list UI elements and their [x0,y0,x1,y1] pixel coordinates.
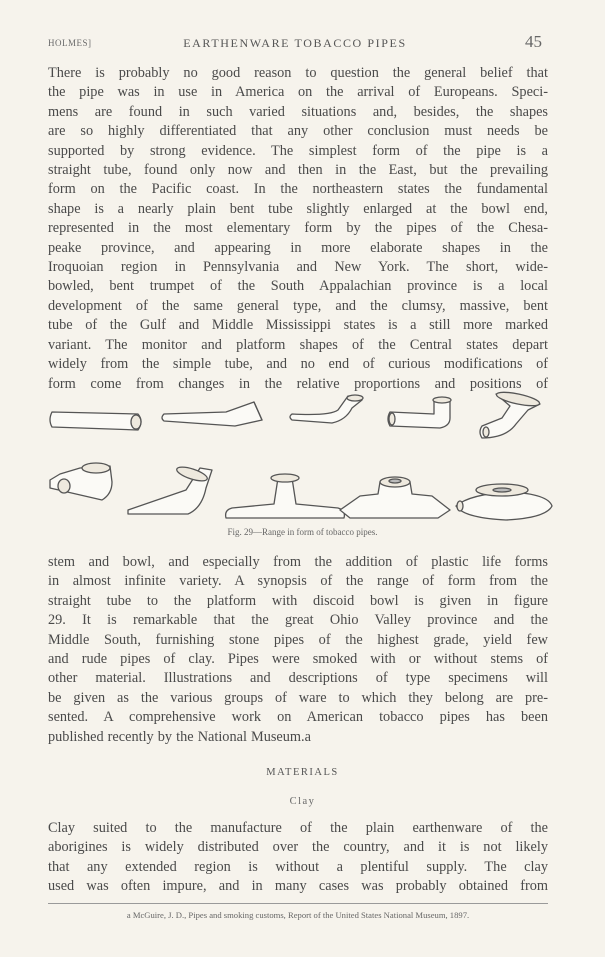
text-line: and rude pipes of clay. Pipes were smoked with or without stems of [48,651,548,668]
paragraph-2 [48,553,548,747]
text-line: shape is a nearly plain bent tube slightly enlarged at the bowl end, [48,200,548,217]
text-line: 29. It is remarkable that the great Ohio Valley province and the [48,612,548,629]
section-heading: MATERIALS [266,767,339,778]
running-header [48,34,542,54]
footnote-divider [48,903,548,904]
paragraph-3 [48,819,548,897]
text-line: straight tube, found only now and then in the East, but the prevailing [48,162,548,179]
text-line: mens are found in such varied situations and, besides, the shapes [48,103,548,120]
text-line: other material. Illustrations and descriptions of type specimens will [48,670,548,687]
text-line: supported by strong evidence. The simplest form of the pipe is a [48,142,548,159]
text-line: form come from changes in the relative proportions and positions of [48,375,548,392]
text-line: peake province, and appearing in more elaborate shapes in the [48,239,548,256]
page-number: 45 [525,32,542,51]
text-line: stem and bowl, and especially from the addition of plastic life forms [48,554,548,570]
text-line: variant. The monitor and platform shapes of the Central states depart [48,336,548,353]
platform-pipe-illustration [340,477,450,518]
text-line: There is probably no good reason to question the general belief that [48,65,548,81]
text-line: straight tube to the platform with discoid bowl is given in figure [48,592,548,609]
right-angle-pipe-illustration [388,397,451,428]
text-line: the pipe was in use in America on the arrival of Europeans. Speci- [48,84,548,101]
footnote: a McGuire, J. D., Pipes and smoking customs, Report of the United States National Museum, 1897. [126,910,470,920]
author-running-head: HOLMES] [48,38,92,48]
text-line: development of the same general type, and the clumsy, massive, bent [48,297,548,314]
elbow-pipe-illustration [290,395,363,423]
text-line: are so highly differentiated that any other conclusion must needs be [48,123,548,140]
text-line: Iroquoian region in Pennsylvania and New York. The short, wide- [48,259,548,276]
discoid-platform-pipe-illustration [456,484,552,520]
text-line: widely from the simple tube, and no end of curious modifications of [48,356,548,373]
bent-tube-pipe-illustration [162,402,262,426]
text-line: tube of the Gulf and Middle Mississippi states is a still more marked [48,317,548,334]
figure-29 [40,390,565,537]
text-line: be given as the various groups of ware to which they belong are pre- [48,689,548,706]
text-line: bowled, bent trumpet of the South Appalachian province is a local [48,278,548,295]
monitor-pipe-illustration [226,474,345,518]
text-line: that any extended region is without a plentiful supply. The clay [48,858,548,875]
text-line: represented in the most elementary form by the pipes of the Chesa- [48,220,548,237]
paragraph-1 [48,64,548,394]
massive-bent-pipe-illustration [50,463,112,500]
text-line: Middle South, furnishing stone pipes of the highest grade, yield few [48,631,548,648]
long-stem-trumpet-pipe-illustration [128,464,212,514]
figure-caption: Fig. 29—Range in form of tobacco pipes. [227,527,378,537]
text-line: in almost infinite variety. A synopsis of the range of form from the [48,573,548,590]
text-line: Clay suited to the manufacture of the plain earthenware of the [48,820,548,836]
page-title: EARTHENWARE TOBACCO PIPES [183,36,407,50]
text-line: aborigines is widely distributed over the country, and it is not likely [48,839,548,856]
text-line: sented. A comprehensive work on American tobacco pipes has been [48,709,548,726]
straight-tube-pipe-illustration [50,412,141,430]
pipe-forms-illustration [40,390,565,525]
subheading: Clay [289,796,316,807]
text-line: used was often impure, and in many cases was probably obtained from [48,878,548,895]
trumpet-pipe-illustration [480,390,541,438]
text-line: form on the Pacific coast. In the northeastern states the fundamental [48,181,548,198]
text-line: published recently by the National Museum.a [48,728,311,745]
